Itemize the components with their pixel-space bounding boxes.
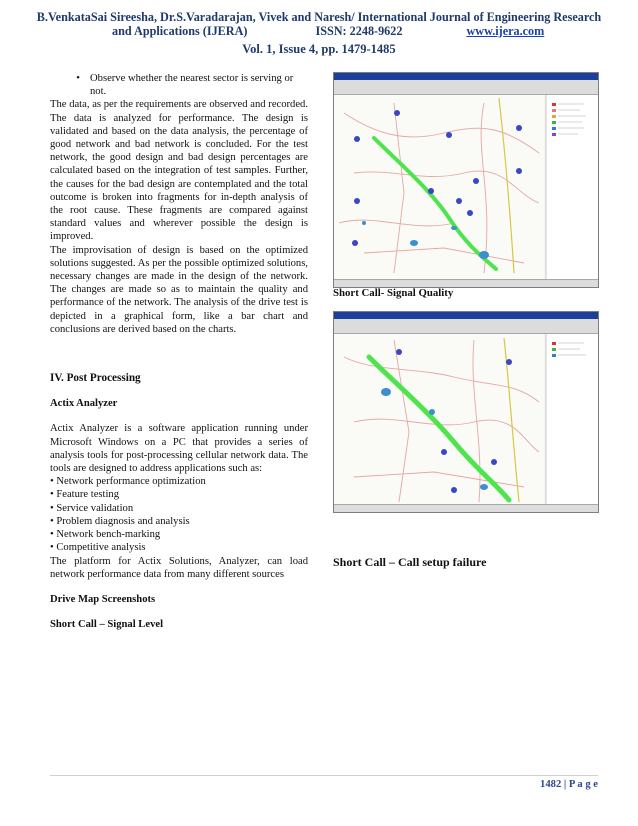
- map-canvas: [334, 312, 598, 512]
- drive-map-heading: Drive Map Screenshots: [50, 593, 156, 605]
- footer-divider: [50, 775, 598, 776]
- drive-map-screenshot-signal-quality: [333, 72, 599, 288]
- header-authors-line: B.VenkataSai Sireesha, Dr.S.Varadarajan, Vivek and Naresh/ International Journal of Engineering Research: [36, 10, 602, 24]
- list-item: • Service validation: [50, 502, 134, 514]
- header-volume-line: Vol. 1, Issue 4, pp. 1479-1485: [242, 42, 396, 56]
- list-item: • Competitive analysis: [50, 542, 146, 554]
- list-item: • Feature testing: [50, 489, 120, 501]
- bullet-item: [50, 72, 308, 98]
- paragraph-improvisation: The improvisation of design is based on the optimized solutions suggested. As per the possible optimized solutions, necessary changes are made in the design of the network. The changes are made so as to maintain the quality and performance of the network. The analysis of the drive test is depicted in a graphical form, like a bar chart and conclusions are derived based on the charts.: [50, 244, 308, 335]
- header-journal-name: and Applications (IJERA): [112, 24, 248, 38]
- window-status-bar: [334, 504, 598, 512]
- header-url-link[interactable]: www.ijera.com: [466, 24, 545, 38]
- list-item: • Network performance optimization: [50, 476, 206, 488]
- drive-map-screenshot-call-setup-failure: [333, 311, 599, 513]
- left-column: [50, 72, 308, 631]
- bullet-symbol: •: [76, 73, 80, 84]
- paragraph-actix: Actix Analyzer is a software application running under Microsoft Windows on a PC that provides a series of analysis tools for post-processing cellular network data. The tools are designed to address applications such as:: [50, 423, 308, 475]
- sub-heading-actix: Actix Analyzer: [50, 398, 118, 410]
- figure-caption-signal-quality: Short Call- Signal Quality: [333, 287, 454, 299]
- paragraph-data-analysis: The data, as per the requirements are observed and recorded. The data is analyzed for performance. The design is validated and based on the data analysis, the percentage of good network and bad network is concluded. For the test network, the good design and bad design percentages are calculated based on the integration of test samples. Further, the causes for the bad design are contemplated and the total outcome is broken into fragments for in-depth analysis of the root cause. These fragments are compared against standard values and wherever possible the design is improved.: [50, 99, 308, 243]
- page-number: 1482 | P a g e: [540, 779, 598, 790]
- header-issn: ISSN: 2248-9622: [315, 24, 403, 38]
- list-item: • Network bench-marking: [50, 529, 161, 541]
- window-status-bar: [334, 279, 598, 287]
- figure-caption-call-setup-failure: Short Call – Call setup failure: [333, 555, 487, 569]
- list-item: • Problem diagnosis and analysis: [50, 515, 190, 527]
- signal-level-heading: Short Call – Signal Level: [50, 619, 164, 631]
- map-canvas: [334, 73, 598, 287]
- header-journal-line: [112, 24, 632, 38]
- bullet-text: Observe whether the nearest sector is serving or not.: [90, 73, 294, 98]
- paragraph-platform: The platform for Actix Solutions, Analyzer, can load network performance data from many different sources: [50, 555, 308, 580]
- section-heading: IV. Post Processing: [50, 372, 141, 385]
